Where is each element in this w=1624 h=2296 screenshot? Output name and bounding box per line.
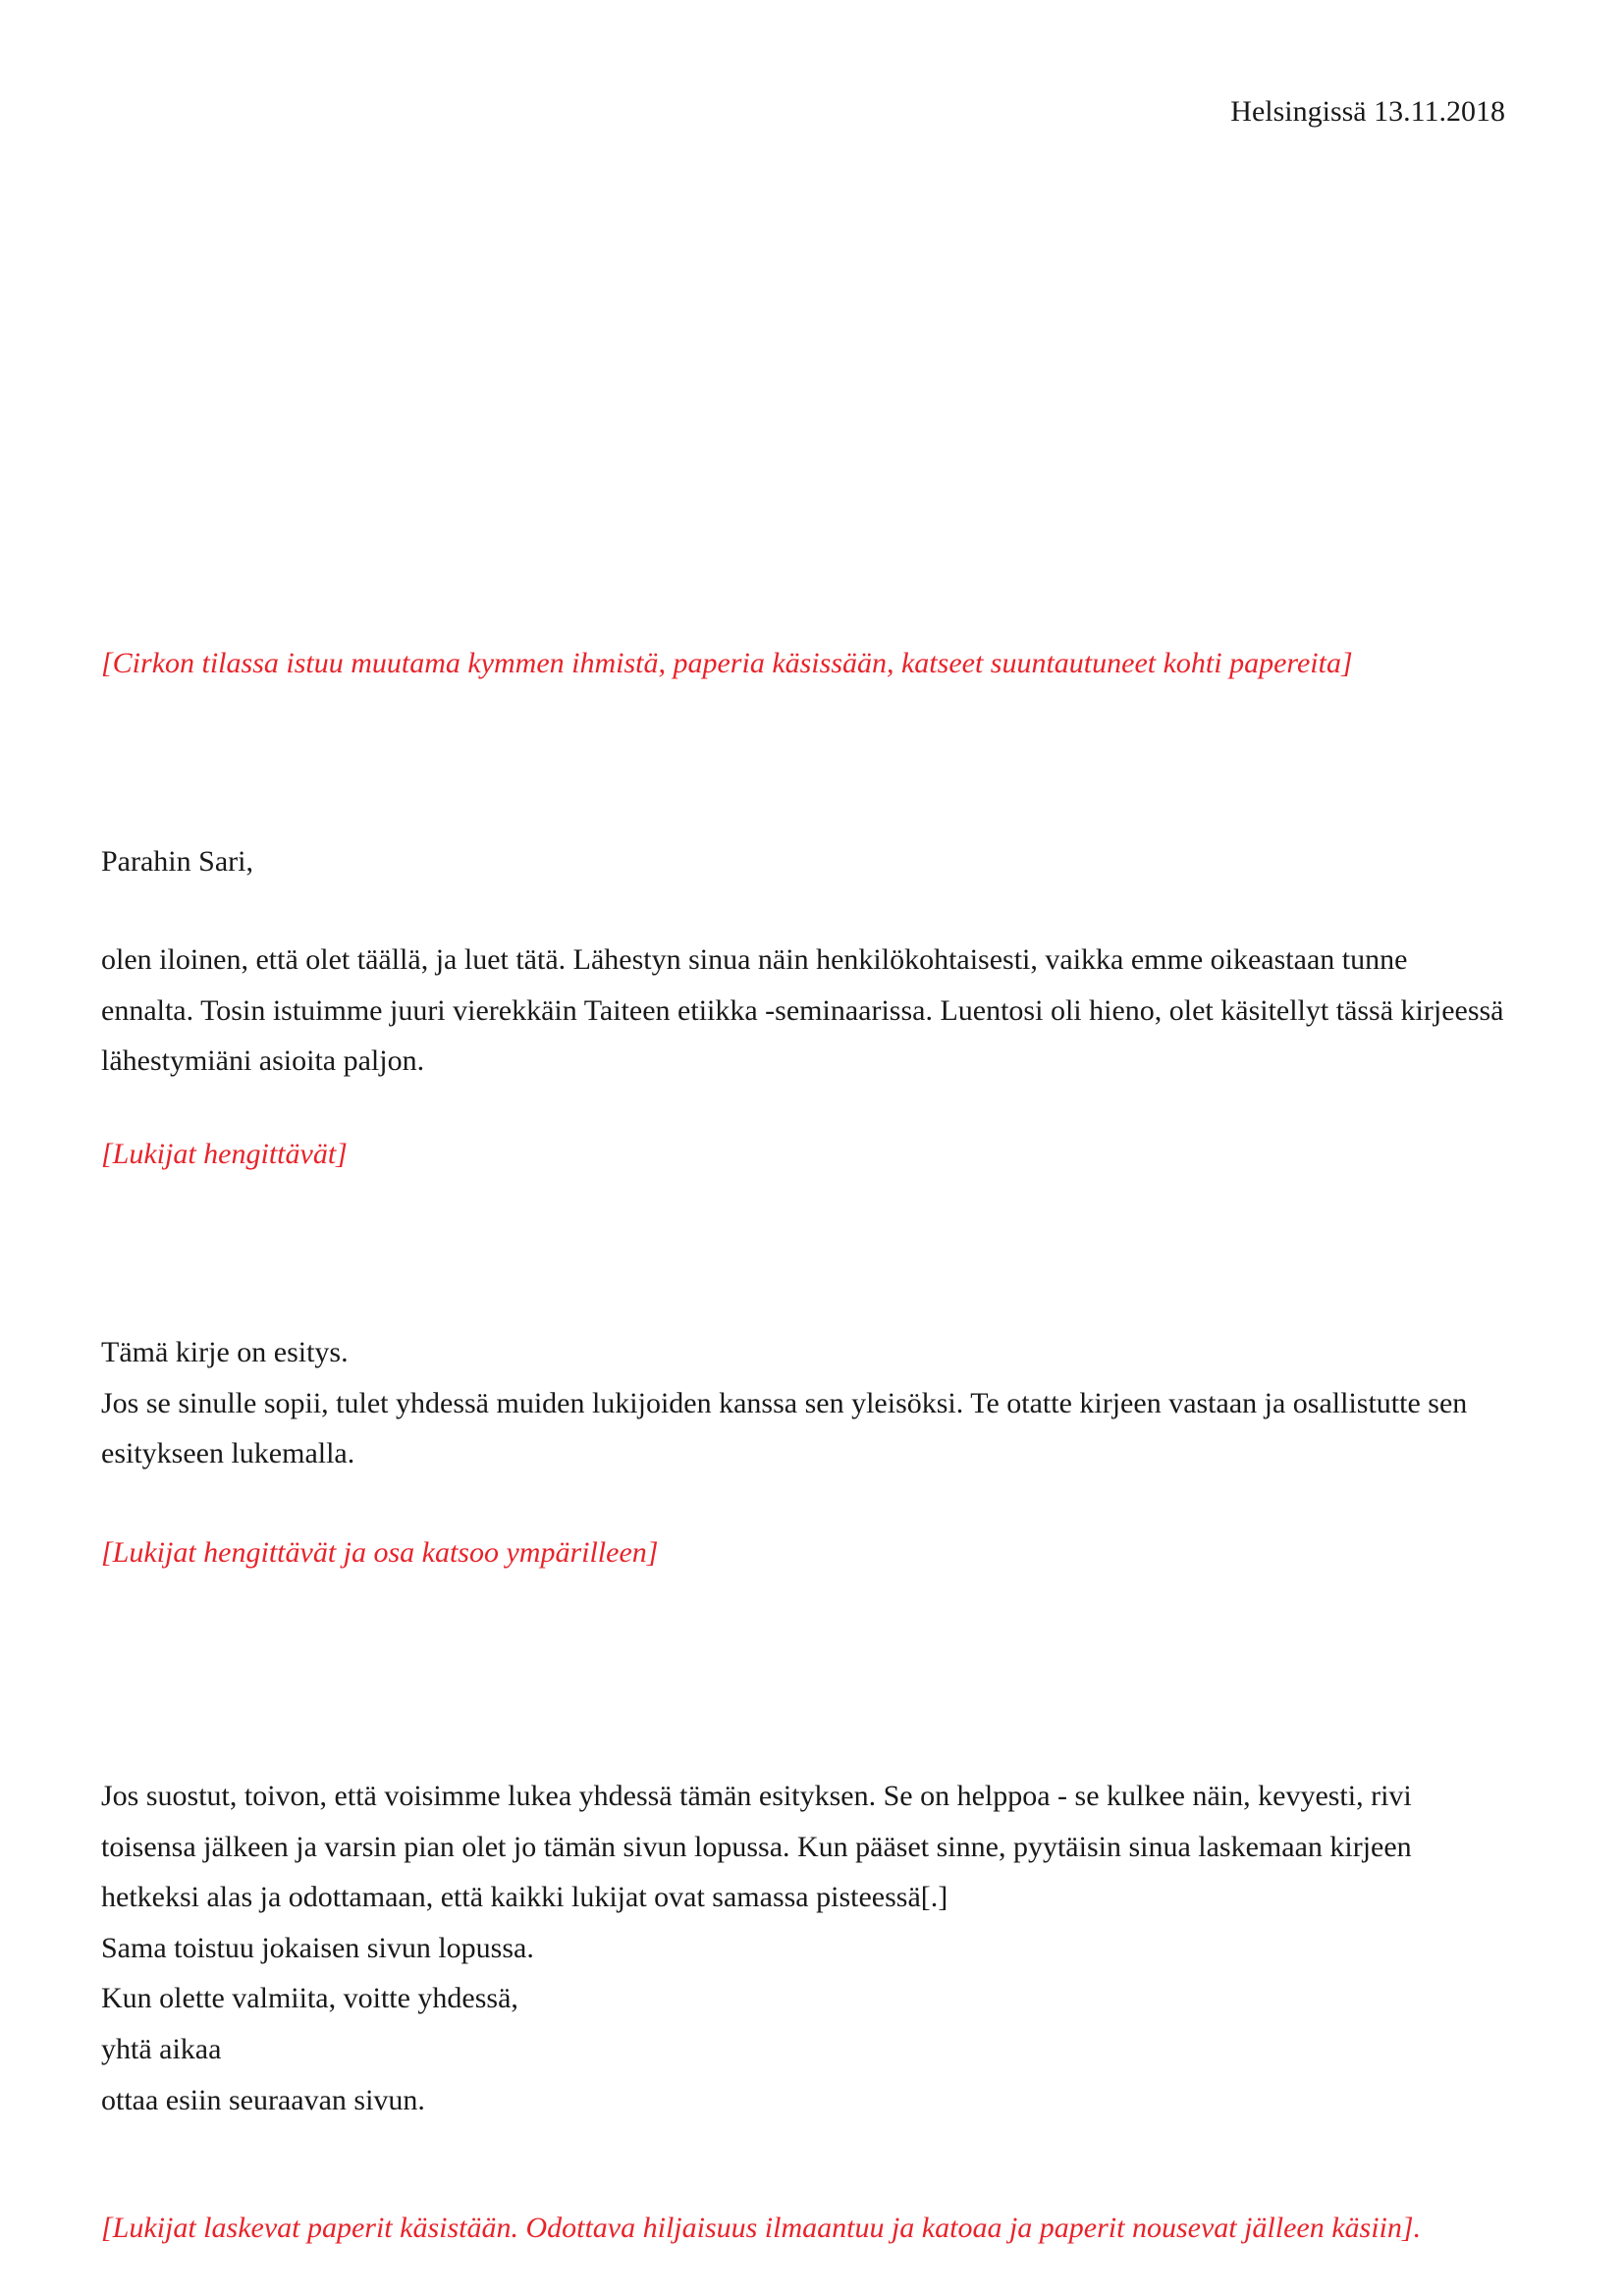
paragraph-instructions-line-yhta: yhtä aikaa	[101, 2032, 222, 2065]
stage-direction-breathing: [Lukijat hengittävät]	[101, 1138, 348, 1170]
stage-direction-opening: [Cirkon tilassa istuu muutama kymmen ihmistä, paperia käsissään, katseet suuntautuneet kohti papereita]	[101, 647, 1353, 679]
paragraph-instructions-line-sama: Sama toistuu jokaisen sivun lopussa.	[101, 1931, 534, 1964]
date-line: Helsingissä 13.11.2018	[1230, 95, 1505, 128]
paragraph-instructions	[101, 1771, 1505, 2125]
stage-direction-closing: [Lukijat laskevat paperit käsistään. Odottava hiljaisuus ilmaantuu ja katoaa ja paperit nousevat jälleen käsiin].	[101, 2212, 1422, 2244]
paragraph-introduction: olen iloinen, että olet täällä, ja luet tätä. Lähestyn sinua näin henkilökohtaisesti, vaikka emme oikeastaan tunne ennalta. Tosin istuimme juuri vierekkäin Taiteen etiikka -seminaarissa. Luentosi oli hieno, olet käsitellyt tässä kirjeessä lähestymiäni asioita paljon.	[101, 943, 1504, 1078]
salutation: Parahin Sari,	[101, 845, 253, 878]
paragraph-this-letter-rest: Jos se sinulle sopii, tulet yhdessä muiden lukijoiden kanssa sen yleisöksi. Te otatte kirjeen vastaan ja osallistutte sen esitykseen lukemalla.	[101, 1386, 1468, 1470]
paragraph-this-letter-line-1: Tämä kirje on esitys.	[101, 1336, 349, 1368]
paragraph-instructions-line-kun: Kun olette valmiita, voitte yhdessä,	[101, 1982, 518, 2015]
paragraph-instructions-line-ottaa: ottaa esiin seuraavan sivun.	[101, 2083, 425, 2116]
stage-direction-looking-around: [Lukijat hengittävät ja osa katsoo ympärilleen]	[101, 1536, 659, 1569]
paragraph-instructions-main: Jos suostut, toivon, että voisimme lukea yhdessä tämän esityksen. Se on helppoa - se kulkee näin, kevyesti, rivi toisensa jälkeen ja varsin pian olet jo tämän sivun lopussa. Kun pääset sinne, pyytäisin sinua laskemaan kirjeen hetkeksi alas ja odottamaan, että kaikki lukijat ovat samassa pisteessä[.]	[101, 1780, 1412, 1914]
paragraph-this-letter	[101, 1327, 1505, 1479]
